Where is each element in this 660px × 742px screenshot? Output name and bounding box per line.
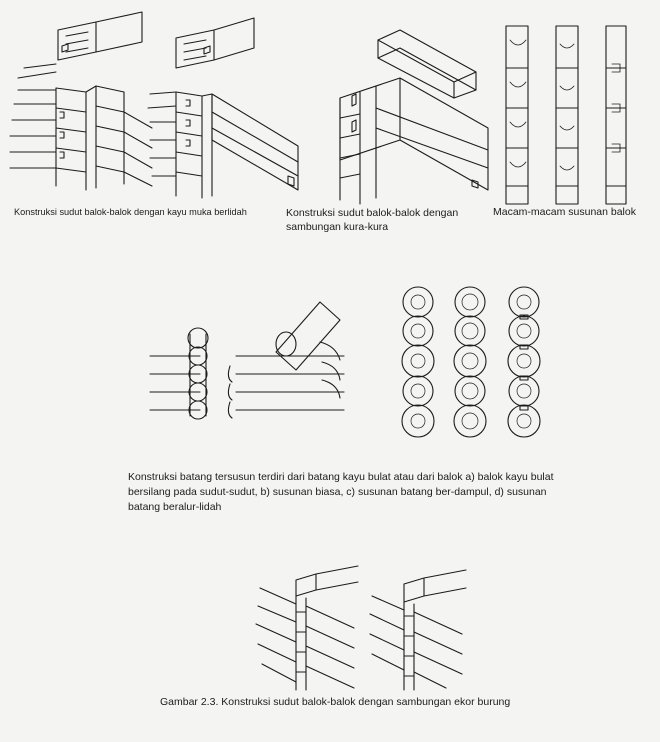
caption-log-construction: Konstruksi batang tersusun terdiri dari batang kayu bulat atau dari balok a) balok kayu bulat bersilang pada sudut-sudut, b) susunan biasa, c) susunan batang ber-dampul, d) susunan batang beralur-lidah <box>128 471 554 513</box>
drawing-corner-tongue-b <box>148 18 298 198</box>
drawing-corner-tongue-a <box>10 12 152 190</box>
caption-dovetail: Gambar 2.3. Konstruksi sudut balok-balok dengan sambungan ekor burung <box>160 696 511 708</box>
drawing-log-crossing <box>150 302 344 419</box>
caption-corner-tongue: Konstruksi sudut balok-balok dengan kayu muka berlidah <box>14 207 247 217</box>
drawing-dovetail-b <box>370 570 466 690</box>
drawing-log-stacks <box>402 287 540 437</box>
drawing-beam-arrangements <box>506 26 626 204</box>
drawing-corner-turtle <box>340 30 488 204</box>
caption-corner-turtle: Konstruksi sudut balok-balok dengan sambungan kura-kura <box>286 207 459 233</box>
drawing-dovetail-a <box>256 566 358 690</box>
caption-beam-arrangements: Macam-macam susunan balok <box>493 206 636 218</box>
